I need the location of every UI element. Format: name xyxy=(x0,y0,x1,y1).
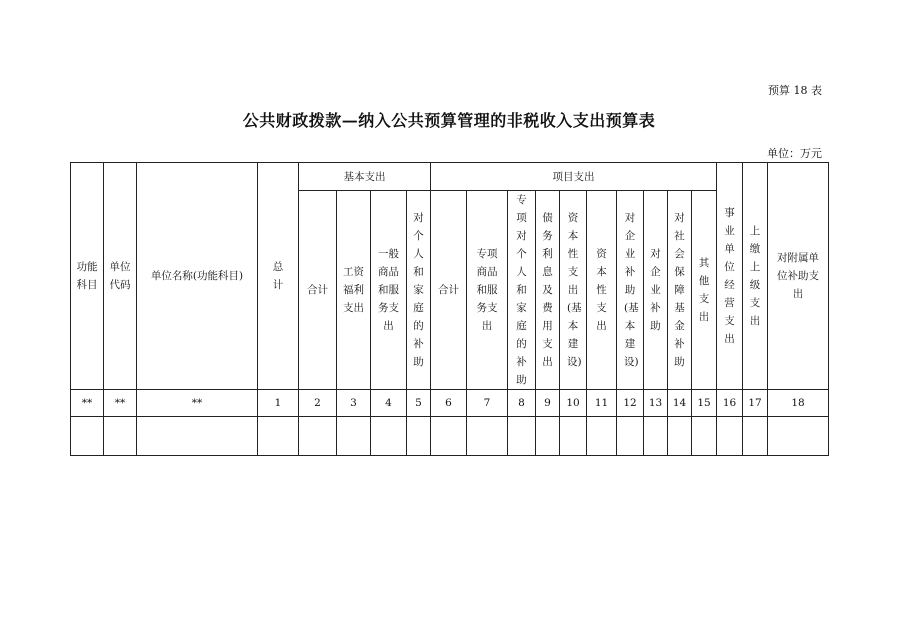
data-cell xyxy=(743,417,768,456)
index-cell: 2 xyxy=(299,390,337,417)
index-cell: 13 xyxy=(644,390,668,417)
header-special-personal: 专项对个人和家庭的补助 xyxy=(508,191,536,390)
header-wages: 工资福利支出 xyxy=(337,191,371,390)
header-other: 其他支出 xyxy=(692,191,717,390)
index-cell: ** xyxy=(104,390,137,417)
index-cell: ** xyxy=(71,390,104,417)
data-cell xyxy=(467,417,508,456)
data-cell xyxy=(337,417,371,456)
data-cell xyxy=(587,417,617,456)
header-operating: 事业单位经营支出 xyxy=(717,163,743,390)
header-function-subject: 功能科目 xyxy=(71,163,104,390)
header-capital: 资本性支出 xyxy=(587,191,617,390)
header-special-goods: 专项商品和服务支出 xyxy=(467,191,508,390)
form-number: 预算 18 表 xyxy=(768,84,822,97)
index-cell: 6 xyxy=(431,390,467,417)
index-row xyxy=(71,390,829,417)
header-social-security: 对社会保障基金补助 xyxy=(668,191,692,390)
header-personal-subsidy: 对个人和家庭的补助 xyxy=(407,191,431,390)
header-total: 总计 xyxy=(258,163,299,390)
data-cell xyxy=(668,417,692,456)
data-cell xyxy=(560,417,587,456)
data-cell xyxy=(508,417,536,456)
header-enterprise-subsidy-basic: 对企业补助(基本建设) xyxy=(617,191,644,390)
index-cell: 10 xyxy=(560,390,587,417)
data-cell xyxy=(536,417,560,456)
header-enterprise-subsidy: 对企业补助 xyxy=(644,191,668,390)
index-cell: ** xyxy=(137,390,258,417)
index-cell: 9 xyxy=(536,390,560,417)
index-cell: 16 xyxy=(717,390,743,417)
data-cell xyxy=(644,417,668,456)
data-cell xyxy=(407,417,431,456)
page-title: 公共财政拨款—纳入公共预算管理的非税收入支出预算表 xyxy=(242,111,656,130)
header-affiliated: 对附属单位补助支出 xyxy=(768,163,829,390)
data-cell xyxy=(692,417,717,456)
data-cell xyxy=(768,417,829,456)
data-cell xyxy=(371,417,407,456)
header-debt-interest: 债务利息及费用支出 xyxy=(536,191,560,390)
index-cell: 3 xyxy=(337,390,371,417)
data-cell xyxy=(431,417,467,456)
header-capital-basic: 资本性支出(基本建设) xyxy=(560,191,587,390)
index-cell: 4 xyxy=(371,390,407,417)
header-unit-name: 单位名称(功能科目) xyxy=(137,163,258,390)
data-cell xyxy=(617,417,644,456)
data-cell xyxy=(299,417,337,456)
header-project-total: 合计 xyxy=(431,191,467,390)
data-cell xyxy=(137,417,258,456)
header-general-goods: 一般商品和服务支出 xyxy=(371,191,407,390)
unit-label: 单位：万元 xyxy=(767,147,822,160)
index-cell: 1 xyxy=(258,390,299,417)
data-cell xyxy=(71,417,104,456)
index-cell: 17 xyxy=(743,390,768,417)
header-basic-group: 基本支出 xyxy=(299,163,431,191)
index-cell: 7 xyxy=(467,390,508,417)
data-row xyxy=(71,417,829,456)
index-cell: 11 xyxy=(587,390,617,417)
header-unit-code: 单位代码 xyxy=(104,163,137,390)
index-cell: 5 xyxy=(407,390,431,417)
budget-table xyxy=(70,162,829,456)
index-cell: 12 xyxy=(617,390,644,417)
index-cell: 8 xyxy=(508,390,536,417)
header-basic-total: 合计 xyxy=(299,191,337,390)
header-remit-upper: 上缴上级支出 xyxy=(743,163,768,390)
data-cell xyxy=(717,417,743,456)
header-project-group: 项目支出 xyxy=(431,163,717,191)
data-cell xyxy=(258,417,299,456)
index-cell: 15 xyxy=(692,390,717,417)
index-cell: 14 xyxy=(668,390,692,417)
data-cell xyxy=(104,417,137,456)
index-cell: 18 xyxy=(768,390,829,417)
